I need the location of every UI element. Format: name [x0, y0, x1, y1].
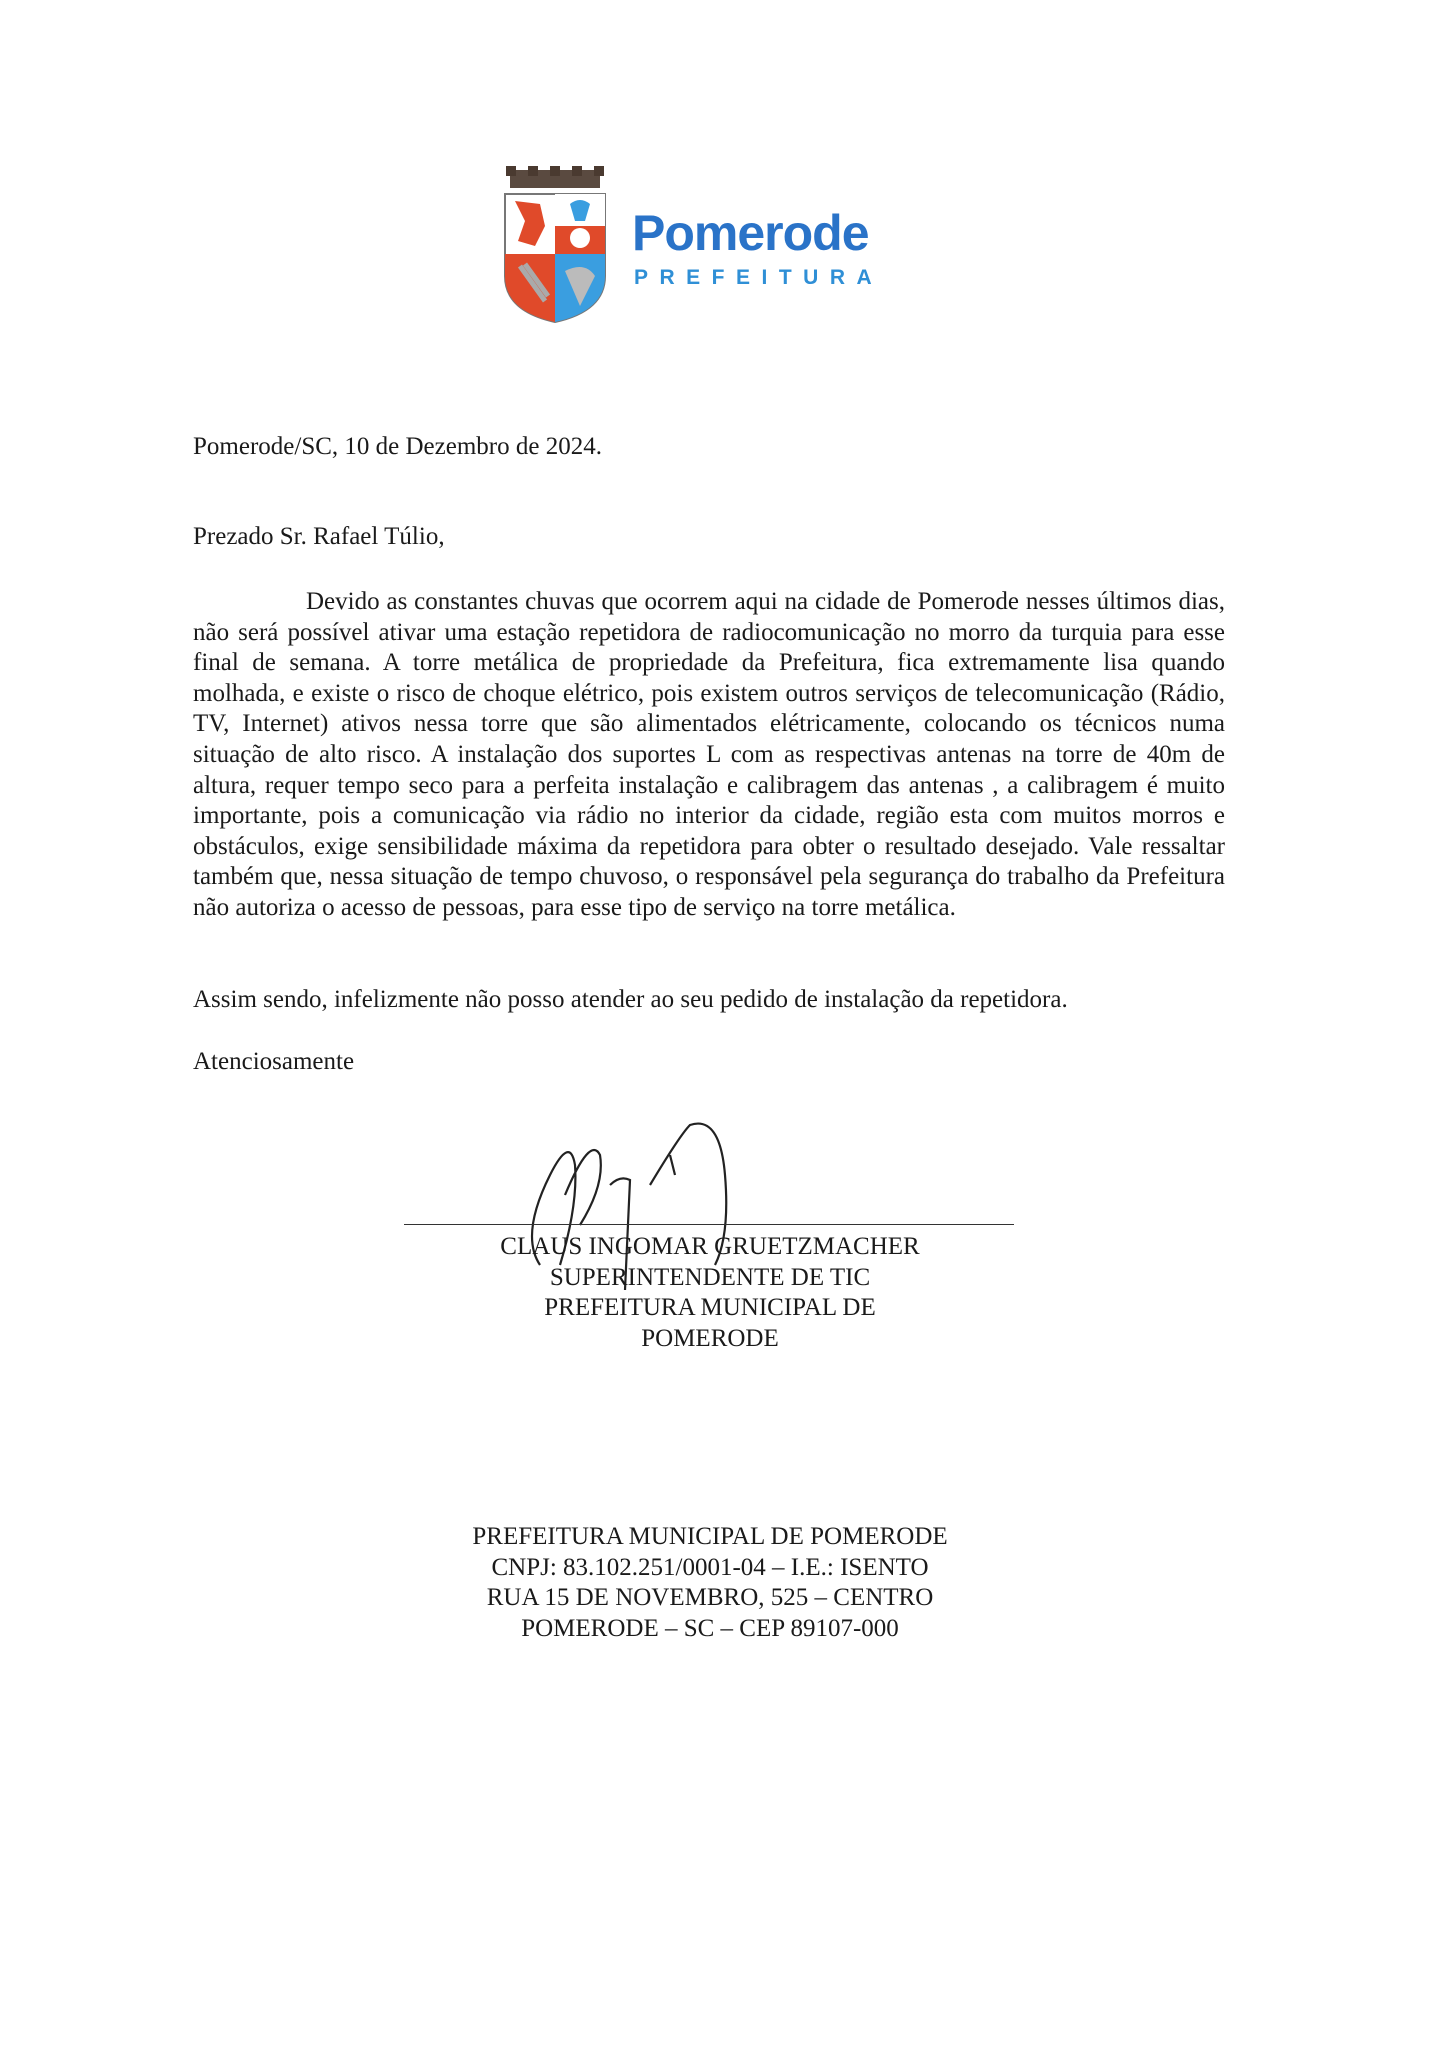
- footer-address: [360, 1522, 1060, 1644]
- signer-title: SUPERINTENDENTE DE TIC: [549, 1263, 871, 1291]
- footer-line: RUA 15 DE NOVEMBRO, 525 – CENTRO: [486, 1584, 934, 1612]
- letter-greeting: Prezado Sr. Rafael Túlio,: [193, 523, 445, 550]
- signer-name: CLAUS INGOMAR GRUETZMACHER: [500, 1233, 920, 1260]
- letter-closing: Assim sendo, infelizmente não posso atender ao seu pedido de instalação da repetidora.: [193, 986, 1068, 1013]
- body-paragraph: Devido as constantes chuvas que ocorrem aqui na cidade de Pomerode nesses últimos dias, não será possível ativar uma estação repetidora de radiocomunicação no morro da turquia para esse final de semana. A torre metálica de propriedade da Prefeitura, fica extremamente lisa quando molhada, e existe o risco de choque elétrico, pois existem outros serviços de telecomunicação (Rádio, TV, Internet) ativos nessa torre que são alimentados elétricamente, colocando os técnicos numa situação de alto risco. A instalação dos suportes L com as respectivas antenas na torre de 40m de altura, requer tempo seco para a perfeita instalação e calibragem das antenas , a calibragem é muito importante, pois a comunicação via rádio no interior da cidade, região esta com muitos morros e obstáculos, exige sensibilidade máxima da repetidora para obter o resultado desejado. Vale ressaltar também que, nessa situação de tempo chuvoso, o responsável pela segurança do trabalho da Prefeitura não autoriza o acesso de pessoas, para esse tipo de serviço na torre metálica.: [193, 588, 1225, 921]
- signer-org-city: POMERODE: [641, 1324, 779, 1352]
- letter-date: Pomerode/SC, 10 de Dezembro de 2024.: [193, 433, 602, 460]
- brand-subtitle: PREFEITURA: [634, 266, 884, 289]
- signature-line: [404, 1224, 1014, 1225]
- letter-regards: Atenciosamente: [193, 1048, 355, 1075]
- footer-line: CNPJ: 83.102.251/0001-04 – I.E.: ISENTO: [491, 1553, 929, 1581]
- signer-block: [430, 1232, 990, 1354]
- coat-of-arms-icon: [500, 166, 610, 324]
- footer-line: POMERODE – SC – CEP 89107-000: [521, 1614, 899, 1642]
- prefeitura-logo: [500, 166, 900, 324]
- footer-line: PREFEITURA MUNICIPAL DE POMERODE: [472, 1523, 948, 1550]
- brand-name: Pomerode: [632, 205, 869, 261]
- signer-org: PREFEITURA MUNICIPAL DE: [544, 1294, 876, 1322]
- letter-body: [193, 587, 1225, 924]
